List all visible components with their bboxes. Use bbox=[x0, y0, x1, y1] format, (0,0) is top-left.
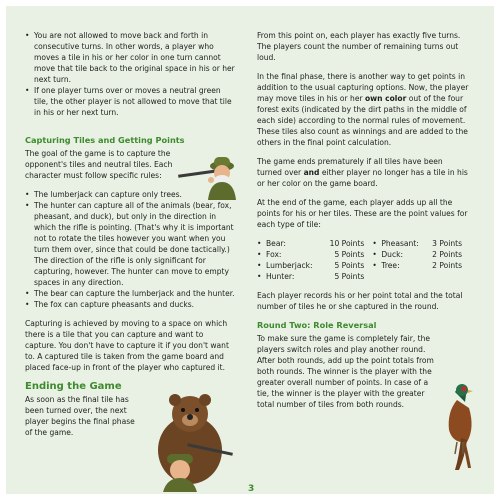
capturing-paragraph: Capturing is achieved by moving to a space on which there is a tile that you can capture and want to capture. You don't have to capture it if you don't want to. A captured tile is taken from the game board and placed face-up in front of the player who captured it. bbox=[25, 319, 229, 372]
hunter-illustration bbox=[178, 152, 240, 200]
capturing-intro: The goal of the game is to capture the opponent's tiles and neutral tiles. Each character must follow specific rules: bbox=[25, 149, 173, 180]
left-column bbox=[25, 30, 235, 446]
ending-heading: Ending the Game bbox=[25, 381, 122, 392]
list-item: • The fox can capture pheasants and ducks. bbox=[25, 299, 235, 310]
final-phase-paragraph: In the final phase, there is another way to get points in addition to the usual capturing options. Now, the player may move tiles in his or her own color out of the four forest exits (indicated by the dirt paths in the middle of each side) according to the normal rules of movement. These tiles also count as winnings and are added to the others in the final point calculation. bbox=[257, 72, 469, 147]
table-row: • Fox: 5 Points • Duck: 2 Points bbox=[257, 249, 462, 260]
score-table bbox=[257, 238, 462, 282]
pheasant-illustration bbox=[435, 372, 485, 472]
bear-hunter-illustration bbox=[135, 392, 245, 492]
list-item: • You are not allowed to move back and forth in consecutive turns. In other words, a player who moves a tile in his or her color in one turn cannot move that tile back to the original space in his or her next turn. bbox=[25, 30, 235, 85]
list-item: • If one player turns over or moves a neutral green tile, the other player is not allowed to move that tile in his or her next turn. bbox=[25, 85, 235, 118]
round-two-paragraph: To make sure the game is completely fair, the players switch roles and play another round. After both rounds, add up the point totals from both rounds. The winner is the player with the greater overall number of points. In case of a tie, the winner is the player with the greater total number of tiles from both rounds. bbox=[257, 334, 434, 409]
table-row: • Hunter: 5 Points bbox=[257, 271, 462, 282]
capturing-heading: Capturing Tiles and Getting Points bbox=[25, 135, 185, 145]
capture-rules-list bbox=[25, 189, 235, 310]
record-points-paragraph: Each player records his or her point total and the total number of tiles he or she captured in the round. bbox=[257, 291, 463, 311]
scoring-intro-paragraph: At the end of the game, each player adds up all the points for his or her tiles. These are the point values for each type of tile: bbox=[257, 198, 468, 229]
page-number: 3 bbox=[248, 484, 255, 494]
ending-paragraph: As soon as the final tile has been turned over, the next player begins the final phase of the game. bbox=[25, 395, 135, 437]
list-item: • The hunter can capture all of the animals (bear, fox, pheasant, and duck), but only in the direction in which the rifle is pointing. (That's why it is important not to rotate the tiles however you want when you turn them over, since that could be done tactically.) The direction of the rifle is only significant for capturing, however. The hunter can move to empty spaces in any direction. bbox=[25, 200, 235, 288]
table-row: • Bear: 10 Points • Pheasant: 3 Points bbox=[257, 238, 462, 249]
movement-rules-list bbox=[25, 30, 235, 118]
table-row: • Lumberjack: 5 Points • Tree: 2 Points bbox=[257, 260, 462, 271]
list-item: • The lumberjack can capture only trees. bbox=[25, 189, 235, 200]
final-turns-paragraph: From this point on, each player has exactly five turns. The players count the number of remaining turns out loud. bbox=[257, 31, 461, 62]
list-item: • The bear can capture the lumberjack and the hunter. bbox=[25, 288, 235, 299]
premature-end-paragraph: The game ends prematurely if all tiles have been turned over and either player no longer has a tile in his or her color on the game board. bbox=[257, 157, 468, 188]
round-two-heading: Round Two: Role Reversal bbox=[257, 320, 377, 330]
right-column bbox=[257, 30, 470, 418]
